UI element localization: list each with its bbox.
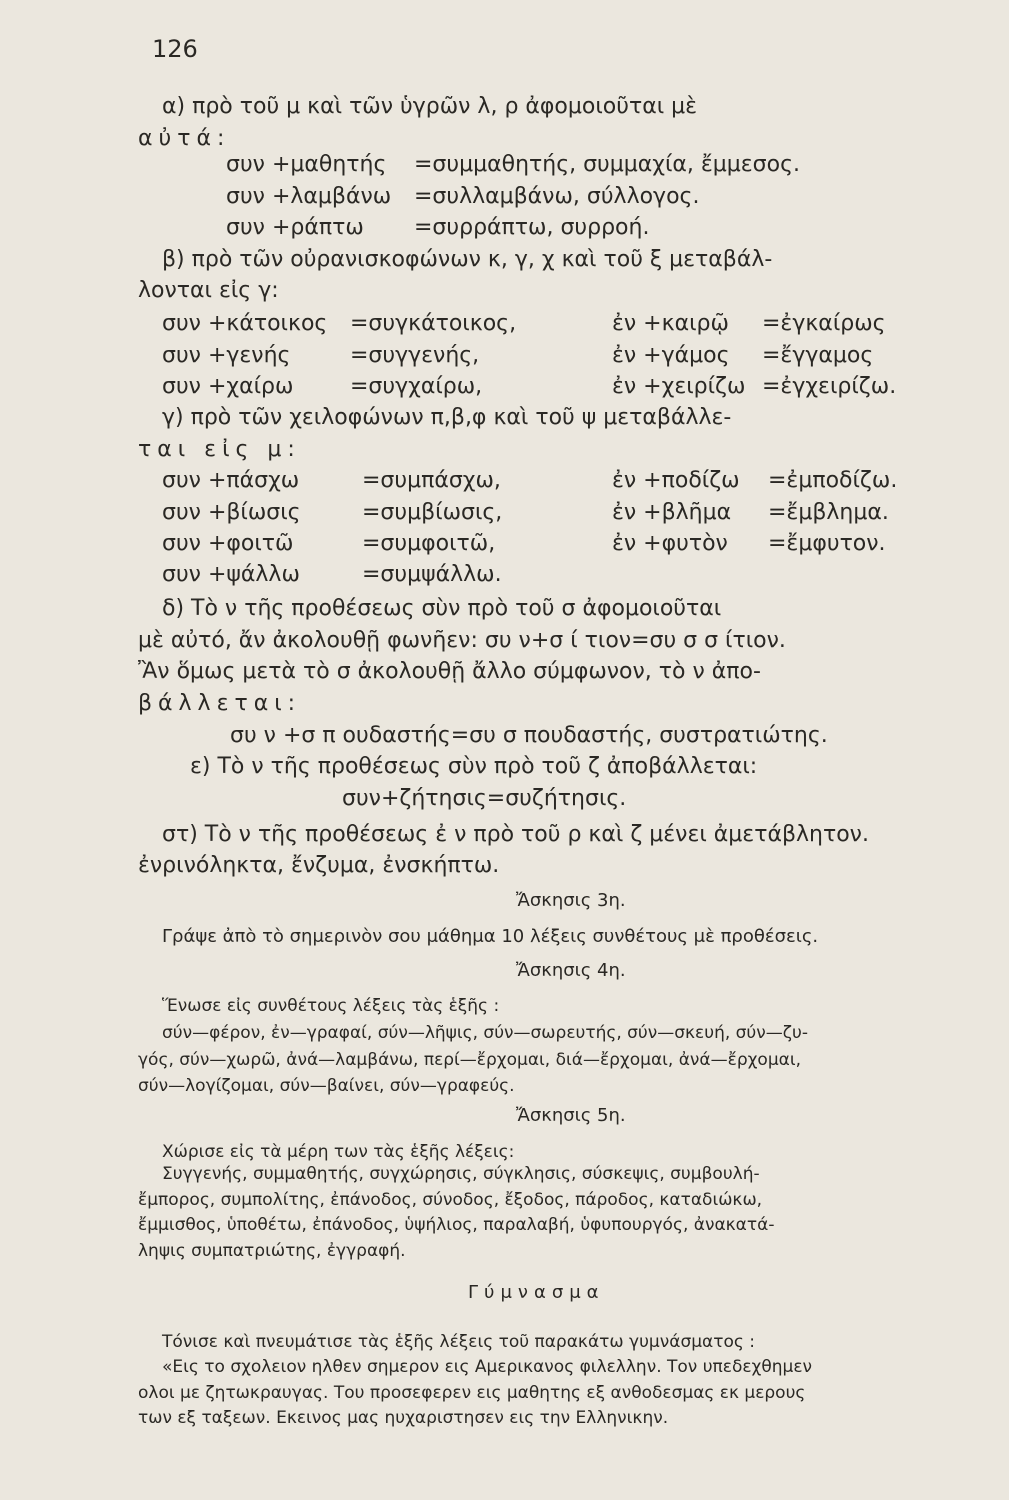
ex4-line2: γός, σύν—χωρῶ, ἀνά—λαμβάνω, περί—ἔρχομαι, διά—ἔρχομαι, ἀνά—ἔρχομαι, bbox=[138, 1050, 802, 1070]
page-number: 126 bbox=[152, 35, 198, 63]
sec-c-row3-d: =ἔμφυτον. bbox=[768, 531, 886, 556]
sec-c-row2-c: ἐν +βλῆμα bbox=[612, 500, 732, 525]
ex5-intro: Χώρισε εἰς τὰ μέρη των τὰς ἑξῆς λέξεις: bbox=[162, 1142, 515, 1162]
sec-d-example: συ ν +σ π ουδαστής=συ σ πουδαστής, συστρατιώτης. bbox=[230, 723, 828, 748]
sec-c-row1-c: ἐν +ποδίζω bbox=[612, 468, 740, 493]
sec-st-line1: στ) Τὸ ν τῆς προθέσεως ἐ ν πρὸ τοῦ ρ καὶ ζ μένει ἀμετάβλητον. bbox=[162, 822, 869, 847]
sec-c-line1: γ) πρὸ τῶν χειλοφώνων π,β,φ καὶ τοῦ ψ μεταβάλλε- bbox=[162, 405, 732, 430]
sec-c-row1-d: =ἐμποδίζω. bbox=[768, 468, 898, 493]
sec-a-row1-left: συν +μαθητής bbox=[226, 152, 387, 177]
ex3-text: Γράψε ἀπὸ τὸ σημερινὸν σου μάθημα 10 λέξεις συνθέτους μὲ προθέσεις. bbox=[162, 926, 819, 947]
sec-b-line2: λονται εἰς γ: bbox=[138, 278, 279, 303]
sec-b-row3-b: =συγχαίρω, bbox=[350, 374, 483, 399]
sec-b-row1-d: =ἐγκαίρως bbox=[762, 311, 886, 336]
sec-d-line2: μὲ αὐτό, ἄν ἀκολουθῇ φωνῆεν: συ ν+σ ί τιον=συ σ σ ίτιον. bbox=[138, 628, 786, 653]
sec-c-row1-a: συν +πάσχω bbox=[162, 468, 300, 493]
gym-line1: «Εις το σχολειον ηλθεν σημερον εις Αμερικανος φιλελλην. Τον υπεδεχθημεν bbox=[162, 1357, 813, 1377]
ex4-line1: σύν—φέρον, ἐν—γραφαί, σύν—λῆψις, σύν—σωρευτής, σύν—σκευή, σύν—ζυ- bbox=[162, 1023, 808, 1043]
ex5-line4: ληψις συμπατριώτης, ἐγγραφή. bbox=[138, 1241, 406, 1261]
sec-b-row2-a: συν +γενής bbox=[162, 343, 291, 368]
sec-a-row3-right: =συρράπτω, συρροή. bbox=[414, 215, 650, 240]
sec-b-row3-c: ἐν +χειρίζω bbox=[612, 374, 746, 399]
sec-b-row1-c: ἐν +καιρῷ bbox=[612, 311, 729, 336]
ex5-title: Ἄσκησις 5η. bbox=[516, 1105, 626, 1126]
sec-b-row2-d: =ἔγγαμος bbox=[762, 343, 874, 368]
sec-a-line2: αὐτά: bbox=[138, 126, 231, 151]
sec-b-row1-b: =συγκάτοικος, bbox=[350, 311, 517, 336]
sec-a-line1: α) πρὸ τοῦ μ καὶ τῶν ὑγρῶν λ, ρ ἀφομοιοῦται μὲ bbox=[162, 94, 698, 119]
sec-a-row3-left: συν +ράπτω bbox=[226, 215, 364, 240]
ex3-title: Ἄσκησις 3η. bbox=[516, 890, 626, 911]
sec-d-line3: Ἂν ὅμως μετὰ τὸ σ ἀκολουθῇ ἄλλο σύμφωνον, τὸ ν ἀπο- bbox=[138, 659, 761, 684]
sec-d-line1: δ) Τὸ ν τῆς προθέσεως σὺν πρὸ τοῦ σ ἀφομοιοῦται bbox=[162, 596, 722, 621]
gym-title: Γύμνασμα bbox=[468, 1282, 605, 1303]
ex4-title: Ἄσκησις 4η. bbox=[516, 960, 626, 981]
sec-d-line4: βάλλεται: bbox=[138, 691, 302, 716]
gym-intro: Τόνισε καὶ πνευμάτισε τὰς ἑξῆς λέξεις τοῦ παρακάτω γυμνάσματος : bbox=[162, 1332, 755, 1352]
sec-c-row3-c: ἐν +φυτὸν bbox=[612, 531, 728, 556]
sec-b-row3-d: =ἐγχειρίζω. bbox=[762, 374, 897, 399]
gym-line2: ολοι με ζητωκραυγας. Του προσεφερεν εις μαθητης εξ ανθοδεσμας εκ μερους bbox=[138, 1383, 806, 1403]
sec-e-example: συν+ζήτησις=συζήτησις. bbox=[342, 786, 627, 811]
sec-st-line2: ἐνρινόληκτα, ἔνζυμα, ἐνσκήπτω. bbox=[138, 853, 500, 878]
sec-a-row2-right: =συλλαμβάνω, σύλλογος. bbox=[414, 184, 700, 209]
sec-c-row2-b: =συμβίωσις, bbox=[362, 500, 503, 525]
sec-c-row3-a: συν +φοιτῶ bbox=[162, 531, 294, 556]
ex5-line3: ἔμμισθος, ὑποθέτω, ἐπάνοδος, ὑψήλιος, παραλαβή, ὑφυπουργός, ἀνακατά- bbox=[138, 1215, 775, 1235]
ex4-intro: Ἕνωσε εἰς συνθέτους λέξεις τὰς ἑξῆς : bbox=[162, 996, 500, 1016]
ex5-line1: Συγγενής, συμμαθητής, συγχώρησις, σύγκλησις, σύσκεψις, συμβουλή- bbox=[162, 1164, 760, 1184]
sec-b-row3-a: συν +χαίρω bbox=[162, 374, 294, 399]
sec-b-line1: β) πρὸ τῶν οὐρανισκοφώνων κ, γ, χ καὶ τοῦ ξ μεταβάλ- bbox=[162, 247, 773, 272]
sec-c-row3-b: =συμφοιτῶ, bbox=[362, 531, 496, 556]
sec-a-row2-left: συν +λαμβάνω bbox=[226, 184, 392, 209]
sec-b-row1-a: συν +κάτοικος bbox=[162, 311, 328, 336]
sec-b-row2-b: =συγγενής, bbox=[350, 343, 480, 368]
sec-e-line1: ε) Τὸ ν τῆς προθέσεως σὺν πρὸ τοῦ ζ ἀποβάλλεται: bbox=[190, 754, 758, 779]
ex5-line2: ἔμπορος, συμπολίτης, ἐπάνοδος, σύνοδος, ἔξοδος, πάροδος, καταδιώκω, bbox=[138, 1190, 763, 1210]
sec-b-row2-c: ἐν +γάμος bbox=[612, 343, 730, 368]
sec-c-line2: ται εἰς μ: bbox=[138, 437, 301, 462]
sec-a-row1-right: =συμμαθητής, συμμαχία, ἔμμεσος. bbox=[414, 152, 800, 177]
ex4-line3: σύν—λογίζομαι, σύν—βαίνει, σύν—γραφεύς. bbox=[138, 1076, 515, 1096]
sec-c-row1-b: =συμπάσχω, bbox=[362, 468, 501, 493]
sec-c-row2-a: συν +βίωσις bbox=[162, 500, 301, 525]
sec-c-row2-d: =ἔμβλημα. bbox=[768, 500, 889, 525]
sec-c-row4-b: =συμψάλλω. bbox=[362, 562, 502, 587]
sec-c-row4-a: συν +ψάλλω bbox=[162, 562, 300, 587]
gym-line3: των εξ ταξεων. Εκεινος μας ηυχαριστησεν εις την Ελληνικην. bbox=[138, 1408, 669, 1428]
